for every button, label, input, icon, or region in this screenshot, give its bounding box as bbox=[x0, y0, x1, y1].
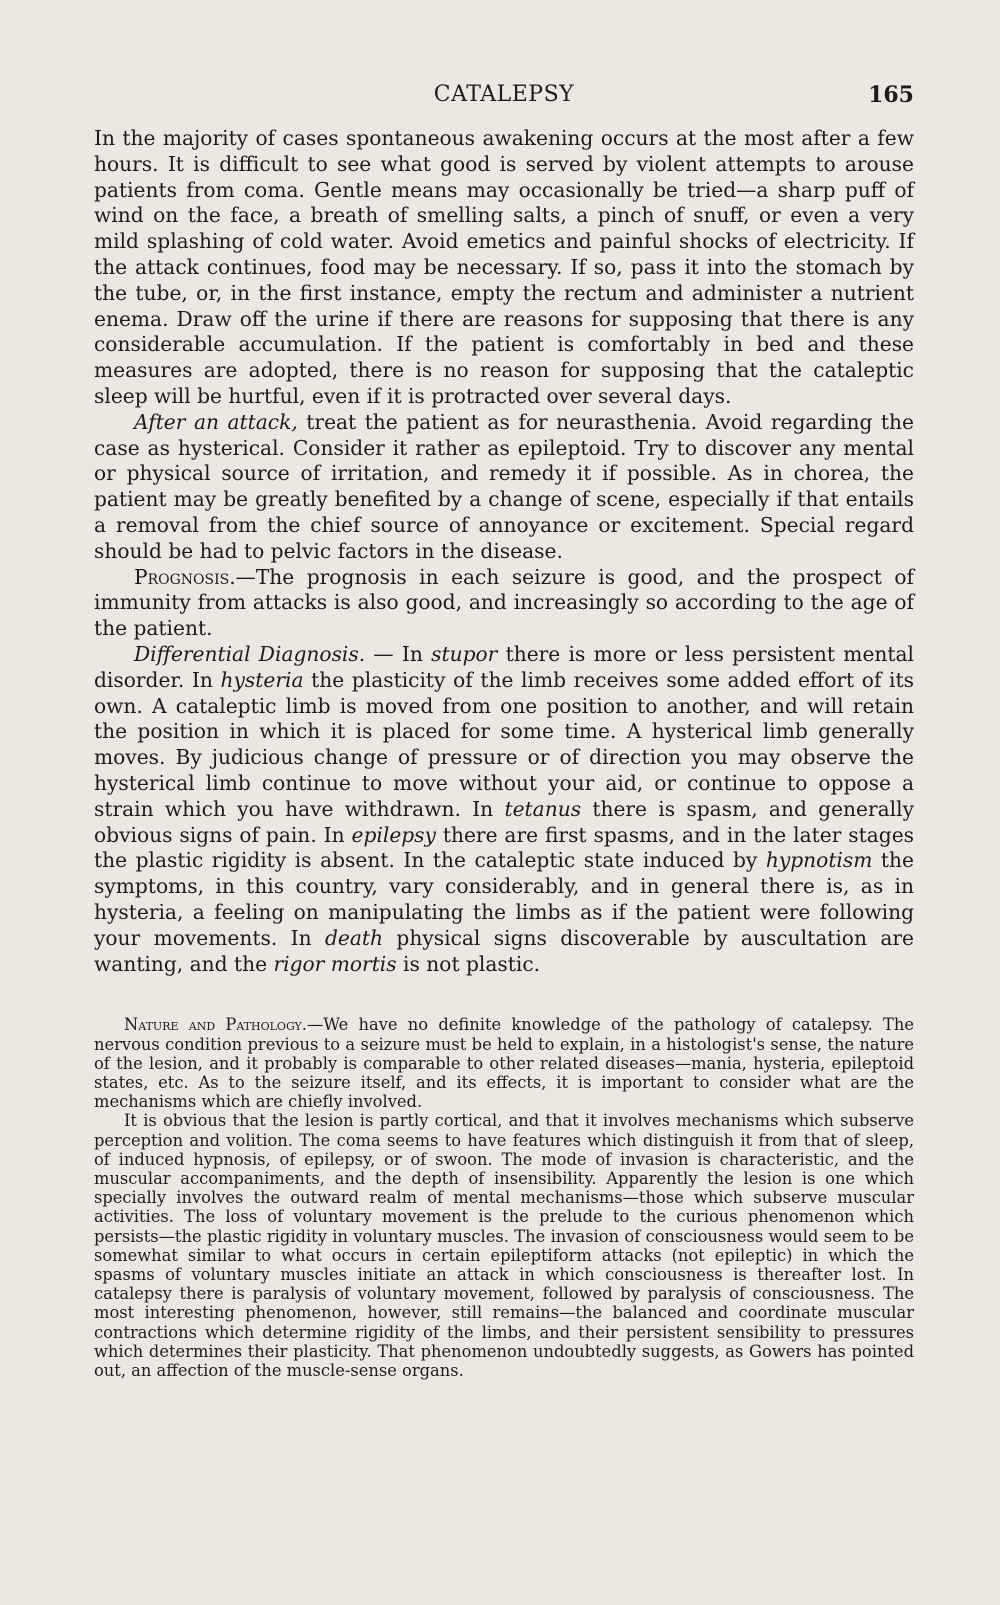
paragraph-after-attack bbox=[94, 410, 914, 565]
diagnosis-text-2: there is more or less persistent mental disorder. In bbox=[94, 641, 915, 692]
diagnosis-text-5: there are first spasms, and in the later stages the plastic rigidity is absent. In the cataleptic state induced by bbox=[94, 822, 914, 873]
nature-pathology-text: —We have no definite knowledge of the pathology of catalepsy. The nervous condition previous to a seizure must be held to explain, in a histologist's sense, the nature of the lesion, and it probably is comparable to other related diseases—mania, hysteria, epileptoid states, etc. As to the seizure itself, and its effects, it is important to consider what are the mechanisms which are chiefly involved. bbox=[94, 1015, 914, 1112]
diagnosis-text-1: — In bbox=[365, 641, 432, 666]
paragraph-lesion: It is obvious that the lesion is partly cortical, and that it involves mechanisms which subserve perception and volition. The coma seems to have features which distinguish it from that of sleep, of induced hypnosis, of epilepsy, or of swoon. The mode of invasion is characteristic, and the muscular accompaniments, and the depth of insensibility. Apparently the lesion is one which specially involves the outward realm of mental mechanisms—those which subserve muscular activities. The loss of voluntary movement is the prelude to the curious phenomenon which persists—the plastic rigidity in voluntary muscles. The invasion of consciousness would seem to be somewhat similar to what occurs in certain epileptiform attacks (not epileptic) in which the spasms of voluntary muscles initiate an attack in which consciousness is thereafter lost. In catalepsy there is paralysis of voluntary movement, followed by paralysis of consciousness. The most interesting phenomenon, however, still remains—the balanced and coordinate muscular contractions which determine rigidity of the limbs, and their persistent sensibility to pressures which determines their plasticity. That phenomenon undoubtedly suggests, as Gowers has pointed out, an affection of the muscle-sense organs. bbox=[94, 1111, 914, 1380]
after-attack-text: treat the patient as for neurasthenia. Avoid regarding the case as hysterical. Consider it rather as epileptoid. Try to discover any mental or physical source of irritation, and remedy it if possible. As in chorea, the patient may be greatly benefited by a change of scene, especially if that entails a removal from the chief source of annoyance or excitement. Special regard should be had to pelvic factors in the disease. bbox=[94, 409, 914, 563]
paragraph-nature-pathology bbox=[94, 1015, 914, 1111]
diagnosis-text-6: the symptoms, in this country, vary considerably, and in general there is, as in hysteria, a feeling on manipulating the limbs as if the patient were following your movements. In bbox=[94, 848, 914, 950]
term-hypnotism: hypnotism bbox=[765, 848, 873, 873]
term-death: death bbox=[325, 925, 384, 950]
after-attack-lead: After an attack, bbox=[134, 409, 298, 434]
diagnosis-text-8: is not plastic. bbox=[396, 951, 541, 976]
term-hysteria: hysteria bbox=[220, 667, 304, 692]
diagnosis-text-4: there is spasm, and generally obvious signs of pain. In bbox=[94, 796, 914, 847]
term-stupor: stupor bbox=[431, 641, 498, 666]
prognosis-text: —The prognosis in each seizure is good, and the prospect of immunity from attacks is also good, and increasingly so according to the age of the patient. bbox=[94, 564, 914, 641]
diagnosis-text-7: physical signs discoverable by auscultation are wanting, and the bbox=[94, 925, 914, 976]
nature-pathology-heading: Nature and Pathology. bbox=[124, 1015, 307, 1035]
term-tetanus: tetanus bbox=[504, 796, 582, 821]
differential-diagnosis-heading: Differential Diagnosis. bbox=[134, 641, 366, 666]
term-epilepsy: epilepsy bbox=[351, 822, 436, 847]
diagnosis-text-3: the plasticity of the limb receives some added effort of its own. A cataleptic limb is moved from one position to another, and will retain the position in which it is placed for some time. A hysterical limb generally moves. By judicious change of pressure or of direction you may observe the hysterical limb continue to move without your aid, or continue to oppose a strain which you have withdrawn. In bbox=[94, 667, 914, 821]
term-rigor-mortis: rigor mortis bbox=[273, 951, 397, 976]
small-print-section bbox=[94, 1015, 914, 1380]
main-text bbox=[94, 126, 914, 977]
page-number: 165 bbox=[868, 82, 914, 108]
paragraph-treatment: In the majority of cases spontaneous awakening occurs at the most after a few hours. It is difficult to see what good is served by violent attempts to arouse patients from coma. Gentle means may occasionally be tried—a sharp puff of wind on the face, a breath of smelling salts, a pinch of snuff, or even a very mild splashing of cold water. Avoid emetics and painful shocks of electricity. If the attack continues, food may be necessary. If so, pass it into the stomach by the tube, or, in the first instance, empty the rectum and administer a nutrient enema. Draw off the urine if there are reasons for supposing that there is any considerable accumulation. If the patient is comfortably in bed and these measures are adopted, there is no reason for supposing that the cataleptic sleep will be hurtful, even if it is protracted over several days. bbox=[94, 126, 914, 408]
paragraph-prognosis bbox=[94, 565, 914, 642]
prognosis-heading: Prognosis. bbox=[134, 564, 236, 589]
paragraph-differential-diagnosis bbox=[94, 642, 914, 977]
page-header bbox=[94, 80, 914, 120]
running-head: CATALEPSY bbox=[433, 82, 575, 107]
